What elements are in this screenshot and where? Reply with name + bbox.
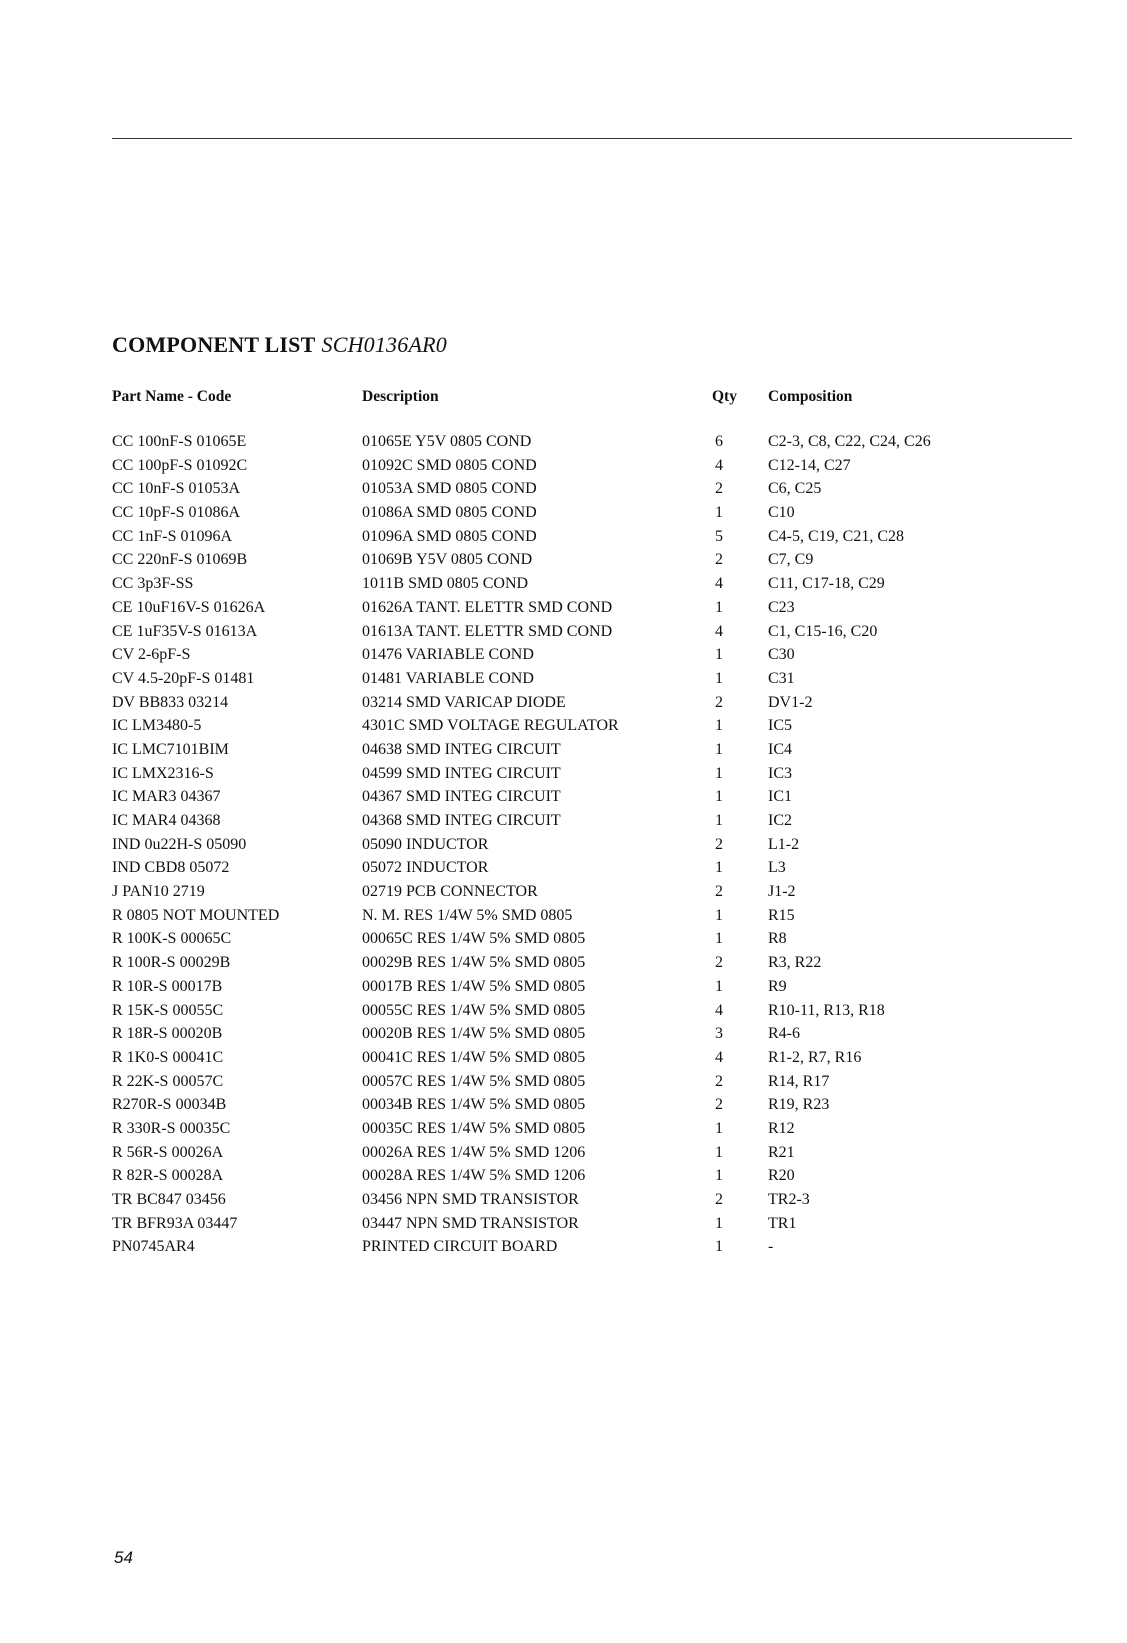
table-row: [0, 527, 1127, 551]
cell-part-name-code: CC 1nF-S 01096A: [112, 527, 233, 545]
cell-part-name-code: IC MAR3 04367: [112, 788, 221, 806]
cell-composition: IC3: [768, 764, 792, 782]
top-rule: [112, 138, 1072, 139]
cell-description: 01069B Y5V 0805 COND: [362, 551, 533, 569]
cell-part-name-code: R 22K-S 00057C: [112, 1072, 224, 1090]
page-title: [112, 332, 447, 358]
table-row: [0, 1095, 1127, 1119]
cell-qty: 2: [715, 551, 723, 569]
table-row: [0, 1072, 1127, 1096]
cell-description: 01053A SMD 0805 COND: [362, 480, 537, 498]
cell-description: 01626A TANT. ELETTR SMD COND: [362, 598, 613, 616]
cell-part-name-code: IC MAR4 04368: [112, 812, 221, 829]
cell-description: 01481 VARIABLE COND: [362, 669, 534, 687]
table-row: [0, 740, 1127, 764]
table-row: [0, 1048, 1127, 1072]
cell-qty: 4: [715, 456, 723, 474]
cell-description: 00029B RES 1/4W 5% SMD 0805: [362, 954, 586, 972]
table-row: [0, 1119, 1127, 1143]
cell-composition: C12-14, C27: [768, 456, 851, 474]
cell-qty: 1: [715, 717, 723, 735]
cell-qty: 1: [715, 930, 723, 948]
table-row: [0, 1166, 1127, 1190]
cell-description: 01086A SMD 0805 COND: [362, 504, 537, 522]
cell-qty: 1: [715, 669, 723, 687]
header-composition: Composition: [768, 388, 853, 405]
table-row: [0, 716, 1127, 740]
cell-qty: 2: [715, 693, 723, 711]
cell-composition: TR1: [768, 1214, 797, 1232]
cell-composition: R9: [768, 977, 787, 995]
table-row: [0, 574, 1127, 598]
cell-qty: 2: [715, 1072, 723, 1090]
cell-qty: 1: [715, 906, 723, 924]
component-table: [0, 432, 1127, 1261]
cell-part-name-code: TR BC847 03456: [112, 1191, 226, 1208]
cell-composition: C31: [768, 669, 795, 687]
cell-part-name-code: IC LMC7101BIM: [112, 740, 229, 758]
table-row: [0, 479, 1127, 503]
table-row: [0, 929, 1127, 953]
cell-qty: 1: [715, 977, 723, 995]
cell-description: 00035C RES 1/4W 5% SMD 0805: [362, 1119, 586, 1137]
cell-part-name-code: IC LM3480-5: [112, 717, 202, 735]
cell-qty: 1: [715, 1238, 723, 1256]
cell-composition: C23: [768, 598, 795, 616]
cell-qty: 1: [715, 764, 723, 782]
cell-description: 04638 SMD INTEG CIRCUIT: [362, 740, 561, 758]
table-row: [0, 1001, 1127, 1025]
table-row: [0, 1190, 1127, 1214]
table-row: [0, 1214, 1127, 1238]
table-row: [0, 764, 1127, 788]
cell-qty: 1: [715, 598, 723, 616]
cell-description: PRINTED CIRCUIT BOARD: [362, 1238, 558, 1256]
cell-composition: IC5: [768, 717, 792, 735]
cell-description: 03447 NPN SMD TRANSISTOR: [362, 1214, 579, 1232]
table-row: [0, 693, 1127, 717]
cell-composition: J1-2: [768, 883, 796, 901]
cell-part-name-code: R 56R-S 00026A: [112, 1143, 224, 1161]
cell-part-name-code: R 18R-S 00020B: [112, 1025, 223, 1043]
cell-part-name-code: CC 10pF-S 01086A: [112, 504, 241, 522]
cell-composition: L1-2: [768, 835, 800, 853]
cell-description: 00028A RES 1/4W 5% SMD 1206: [362, 1167, 586, 1185]
cell-description: 00055C RES 1/4W 5% SMD 0805: [362, 1001, 586, 1019]
table-row: [0, 953, 1127, 977]
cell-composition: C2-3, C8, C22, C24, C26: [768, 433, 931, 450]
table-row: [0, 787, 1127, 811]
cell-composition: -: [768, 1238, 774, 1256]
cell-qty: 4: [715, 1048, 723, 1066]
cell-qty: 1: [715, 504, 723, 522]
cell-part-name-code: IC LMX2316-S: [112, 764, 214, 782]
cell-description: 04599 SMD INTEG CIRCUIT: [362, 764, 561, 782]
cell-composition: C7, C9: [768, 551, 814, 569]
cell-qty: 1: [715, 1143, 723, 1161]
cell-qty: 1: [715, 1119, 723, 1137]
header-description: Description: [362, 388, 439, 405]
cell-part-name-code: R 1K0-S 00041C: [112, 1048, 224, 1066]
cell-composition: TR2-3: [768, 1191, 810, 1208]
cell-composition: R4-6: [768, 1025, 800, 1043]
cell-part-name-code: CC 10nF-S 01053A: [112, 480, 241, 498]
cell-composition: R14, R17: [768, 1072, 830, 1090]
cell-part-name-code: R 15K-S 00055C: [112, 1001, 224, 1019]
table-row: [0, 858, 1127, 882]
cell-qty: 1: [715, 1214, 723, 1232]
cell-composition: IC4: [768, 740, 792, 758]
cell-description: 02719 PCB CONNECTOR: [362, 883, 538, 901]
cell-qty: 2: [715, 835, 723, 853]
cell-part-name-code: R270R-S 00034B: [112, 1096, 227, 1114]
table-row: [0, 432, 1127, 456]
table-row: [0, 1024, 1127, 1048]
cell-description: 00026A RES 1/4W 5% SMD 1206: [362, 1143, 586, 1161]
table-row: [0, 456, 1127, 480]
title-text: COMPONENT LIST: [112, 332, 316, 357]
table-row: [0, 645, 1127, 669]
cell-description: 03456 NPN SMD TRANSISTOR: [362, 1191, 579, 1208]
cell-description: 01065E Y5V 0805 COND: [362, 433, 532, 450]
cell-part-name-code: R 82R-S 00028A: [112, 1167, 224, 1185]
cell-part-name-code: CC 100nF-S 01065E: [112, 433, 247, 450]
cell-part-name-code: R 10R-S 00017B: [112, 977, 223, 995]
table-row: [0, 835, 1127, 859]
title-code: SCH0136AR0: [321, 332, 447, 357]
cell-qty: 2: [715, 480, 723, 498]
cell-qty: 2: [715, 954, 723, 972]
cell-description: 00034B RES 1/4W 5% SMD 0805: [362, 1096, 586, 1114]
page-number: 54: [114, 1548, 133, 1567]
cell-description: 04368 SMD INTEG CIRCUIT: [362, 812, 561, 829]
cell-qty: 1: [715, 812, 723, 829]
cell-part-name-code: TR BFR93A 03447: [112, 1214, 238, 1232]
cell-part-name-code: CC 100pF-S 01092C: [112, 456, 248, 474]
header-part-name-code: Part Name - Code: [112, 388, 232, 405]
table-row: [0, 882, 1127, 906]
cell-part-name-code: R 330R-S 00035C: [112, 1119, 231, 1137]
cell-description: 00065C RES 1/4W 5% SMD 0805: [362, 930, 586, 948]
cell-qty: 1: [715, 859, 723, 877]
cell-description: 05072 INDUCTOR: [362, 859, 489, 877]
cell-qty: 5: [715, 527, 723, 545]
cell-part-name-code: IND CBD8 05072: [112, 859, 230, 877]
cell-description: 4301C SMD VOLTAGE REGULATOR: [362, 717, 619, 735]
cell-description: 01096A SMD 0805 COND: [362, 527, 537, 545]
cell-composition: DV1-2: [768, 693, 813, 711]
table-row: [0, 550, 1127, 574]
cell-composition: R3, R22: [768, 954, 822, 972]
cell-description: 00017B RES 1/4W 5% SMD 0805: [362, 977, 586, 995]
cell-composition: R12: [768, 1119, 795, 1137]
cell-composition: R1-2, R7, R16: [768, 1048, 862, 1066]
cell-description: 03214 SMD VARICAP DIODE: [362, 693, 566, 711]
table-row: [0, 1143, 1127, 1167]
table-row: [0, 669, 1127, 693]
cell-qty: 2: [715, 1096, 723, 1114]
cell-description: 01092C SMD 0805 COND: [362, 456, 537, 474]
cell-part-name-code: CV 4.5-20pF-S 01481: [112, 669, 255, 687]
cell-qty: 6: [715, 433, 723, 450]
cell-part-name-code: CE 10uF16V-S 01626A: [112, 598, 266, 616]
cell-composition: IC1: [768, 788, 792, 806]
cell-part-name-code: CV 2-6pF-S: [112, 646, 191, 664]
cell-part-name-code: PN0745AR4: [112, 1238, 195, 1256]
table-row: [0, 906, 1127, 930]
cell-part-name-code: DV BB833 03214: [112, 693, 229, 711]
cell-composition: R15: [768, 906, 795, 924]
cell-qty: 4: [715, 622, 723, 640]
cell-description: 05090 INDUCTOR: [362, 835, 489, 853]
cell-composition: C1, C15-16, C20: [768, 622, 878, 640]
cell-part-name-code: R 100R-S 00029B: [112, 954, 231, 972]
cell-part-name-code: CC 3p3F-SS: [112, 575, 194, 593]
cell-composition: R19, R23: [768, 1096, 830, 1114]
cell-qty: 1: [715, 646, 723, 664]
cell-description: 00020B RES 1/4W 5% SMD 0805: [362, 1025, 586, 1043]
table-row: [0, 598, 1127, 622]
cell-composition: R21: [768, 1143, 795, 1161]
cell-description: 04367 SMD INTEG CIRCUIT: [362, 788, 561, 806]
cell-composition: C30: [768, 646, 795, 664]
cell-composition: C11, C17-18, C29: [768, 575, 885, 593]
table-row: [0, 811, 1127, 835]
cell-part-name-code: IND 0u22H-S 05090: [112, 835, 247, 853]
cell-qty: 2: [715, 1191, 723, 1208]
cell-qty: 2: [715, 883, 723, 901]
cell-composition: R8: [768, 930, 787, 948]
cell-part-name-code: R 100K-S 00065C: [112, 930, 232, 948]
cell-description: 01613A TANT. ELETTR SMD COND: [362, 622, 613, 640]
cell-qty: 1: [715, 788, 723, 806]
cell-composition: IC2: [768, 812, 792, 829]
cell-composition: C4-5, C19, C21, C28: [768, 527, 905, 545]
cell-part-name-code: J PAN10 2719: [112, 883, 205, 901]
cell-part-name-code: R 0805 NOT MOUNTED: [112, 906, 280, 924]
table-row: [0, 1237, 1127, 1261]
cell-qty: 1: [715, 740, 723, 758]
cell-composition: C10: [768, 504, 795, 522]
cell-composition: L3: [768, 859, 786, 877]
header-qty: Qty: [712, 388, 737, 405]
cell-qty: 4: [715, 575, 723, 593]
cell-description: 1011B SMD 0805 COND: [362, 575, 529, 593]
cell-part-name-code: CE 1uF35V-S 01613A: [112, 622, 258, 640]
cell-qty: 1: [715, 1167, 723, 1185]
cell-description: 00041C RES 1/4W 5% SMD 0805: [362, 1048, 586, 1066]
cell-description: N. M. RES 1/4W 5% SMD 0805: [362, 906, 573, 924]
cell-description: 01476 VARIABLE COND: [362, 646, 534, 664]
cell-qty: 4: [715, 1001, 723, 1019]
cell-composition: C6, C25: [768, 480, 822, 498]
cell-description: 00057C RES 1/4W 5% SMD 0805: [362, 1072, 586, 1090]
table-row: [0, 977, 1127, 1001]
cell-composition: R20: [768, 1167, 795, 1185]
table-row: [0, 503, 1127, 527]
cell-part-name-code: CC 220nF-S 01069B: [112, 551, 248, 569]
cell-qty: 3: [715, 1025, 723, 1043]
table-row: [0, 622, 1127, 646]
cell-composition: R10-11, R13, R18: [768, 1001, 885, 1019]
